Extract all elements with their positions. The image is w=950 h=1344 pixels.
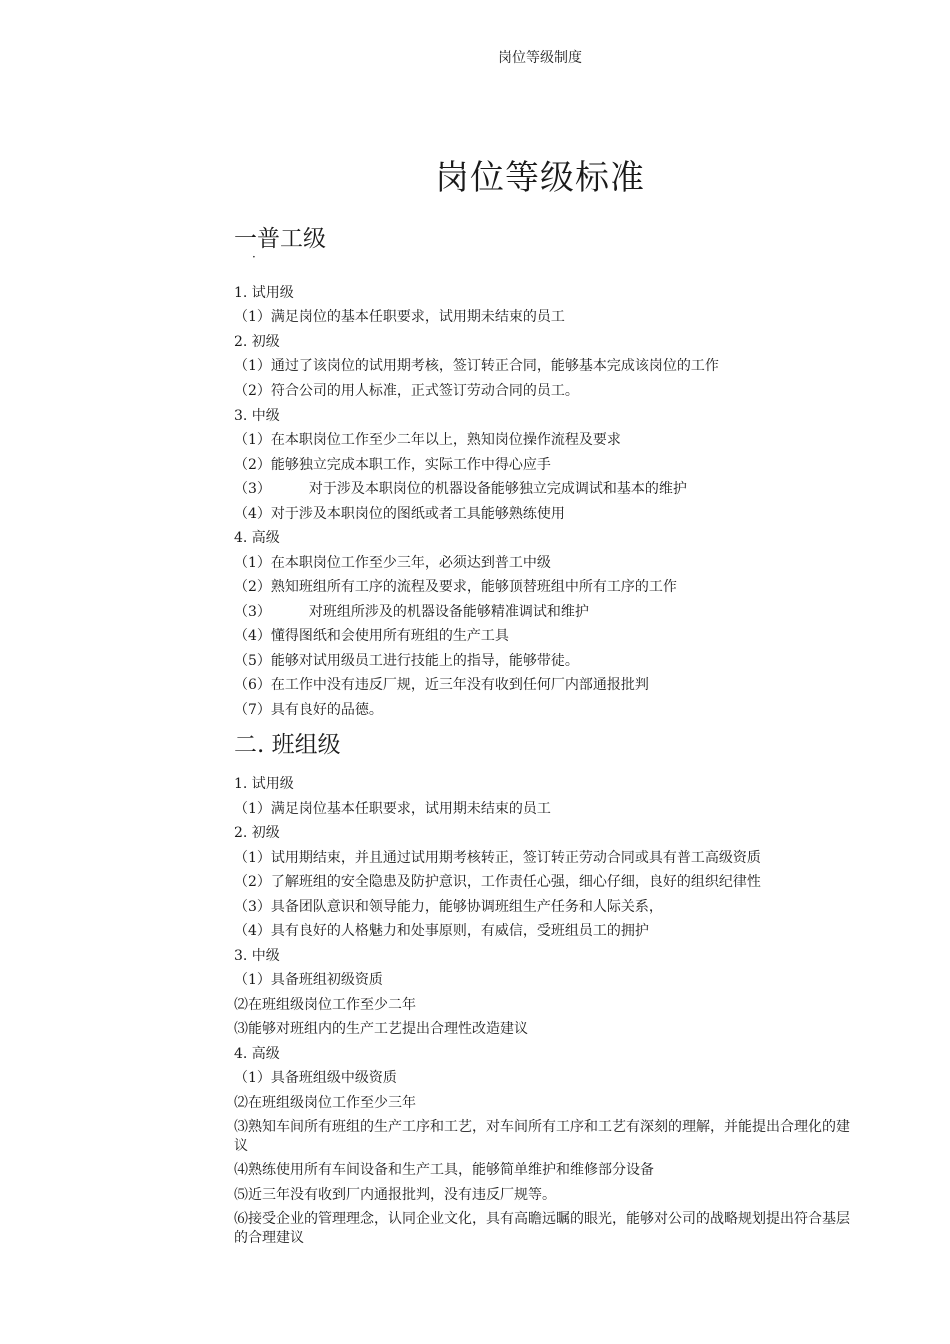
list-item: （3）具备团队意识和领导能力，能够协调班组生产任务和人际关系， [234, 899, 663, 915]
list-item: 1. 试用级 [234, 776, 294, 792]
item-number: （3） [234, 604, 271, 620]
list-item: （4）对于涉及本职岗位的图纸或者工具能够熟练使用 [234, 506, 565, 522]
list-item: （1）满足岗位基本任职要求，试用期未结束的员工 [234, 801, 551, 817]
section-heading-2: 二. 班组级 [234, 732, 341, 758]
list-item: （1）试用期结束，并且通过试用期考核转正，签订转正劳动合同或具有普工高级资质 [234, 850, 761, 866]
list-item: ⑶能够对班组内的生产工艺提出合理性改造建议 [234, 1021, 528, 1037]
list-item: （4）具有良好的人格魅力和处事原则，有威信，受班组员工的拥护 [234, 923, 649, 939]
list-item [234, 480, 850, 499]
list-item: ⑹接受企业的管理理念，认同企业文化，具有高瞻远瞩的眼光，能够对公司的战略规划提出符合基层的合理建议 [234, 1211, 850, 1246]
list-item: （1）在本职岗位工作至少二年以上，熟知岗位操作流程及要求 [234, 432, 621, 448]
list-item: ⑵在班组级岗位工作至少二年 [234, 997, 416, 1013]
list-item: 3. 中级 [234, 408, 280, 424]
list-item: （4）懂得图纸和会使用所有班组的生产工具 [234, 628, 509, 644]
list-item: ⑶熟知车间所有班组的生产工序和工艺，对车间所有工序和工艺有深刻的理解，并能提出合理化的建议 [234, 1119, 850, 1154]
item-text: 对于涉及本职岗位的机器设备能够独立完成调试和基本的维护 [308, 481, 687, 497]
list-item: （6）在工作中没有违反厂规，近三年没有收到任何厂内部通报批判 [234, 677, 649, 693]
list-item: 4. 高级 [234, 530, 280, 546]
document-title: 岗位等级标准 [435, 158, 645, 198]
list-item: （1）通过了该岗位的试用期考核，签订转正合同，能够基本完成该岗位的工作 [234, 358, 719, 374]
list-item: 4. 高级 [234, 1046, 280, 1062]
list-item: ⑵在班组级岗位工作至少三年 [234, 1095, 416, 1111]
list-item: ⑸近三年没有收到厂内通报批判，没有违反厂规等。 [234, 1187, 556, 1203]
list-item: （1）具备班组初级资质 [234, 972, 383, 988]
stray-dot: · [252, 250, 256, 264]
list-item: （2）符合公司的用人标准，正式签订劳动合同的员工。 [234, 383, 579, 399]
list-item: （5）能够对试用级员工进行技能上的指导，能够带徒。 [234, 653, 579, 669]
list-item: （1）在本职岗位工作至少三年，必须达到普工中级 [234, 555, 551, 571]
list-item: （1）具备班组级中级资质 [234, 1070, 397, 1086]
item-text: 对班组所涉及的机器设备能够精准调试和维护 [308, 604, 589, 620]
list-item [234, 603, 850, 622]
list-item: 2. 初级 [234, 825, 280, 841]
list-item: （2）熟知班组所有工序的流程及要求，能够顶替班组中所有工序的工作 [234, 579, 677, 595]
list-item: （2）能够独立完成本职工作，实际工作中得心应手 [234, 457, 551, 473]
page-header: 岗位等级制度 [498, 50, 582, 66]
section-heading-1: 一普工级 [234, 226, 326, 252]
list-item: （1）满足岗位的基本任职要求，试用期未结束的员工 [234, 309, 565, 325]
list-item: 2. 初级 [234, 334, 280, 350]
list-item: 1. 试用级 [234, 285, 294, 301]
list-item: （7）具有良好的品德。 [234, 702, 383, 718]
list-item: 3. 中级 [234, 948, 280, 964]
list-item: （2）了解班组的安全隐患及防护意识，工作责任心强，细心仔细，良好的组织纪律性 [234, 874, 761, 890]
item-number: （3） [234, 481, 271, 497]
list-item: ⑷熟练使用所有车间设备和生产工具，能够简单维护和维修部分设备 [234, 1162, 654, 1178]
